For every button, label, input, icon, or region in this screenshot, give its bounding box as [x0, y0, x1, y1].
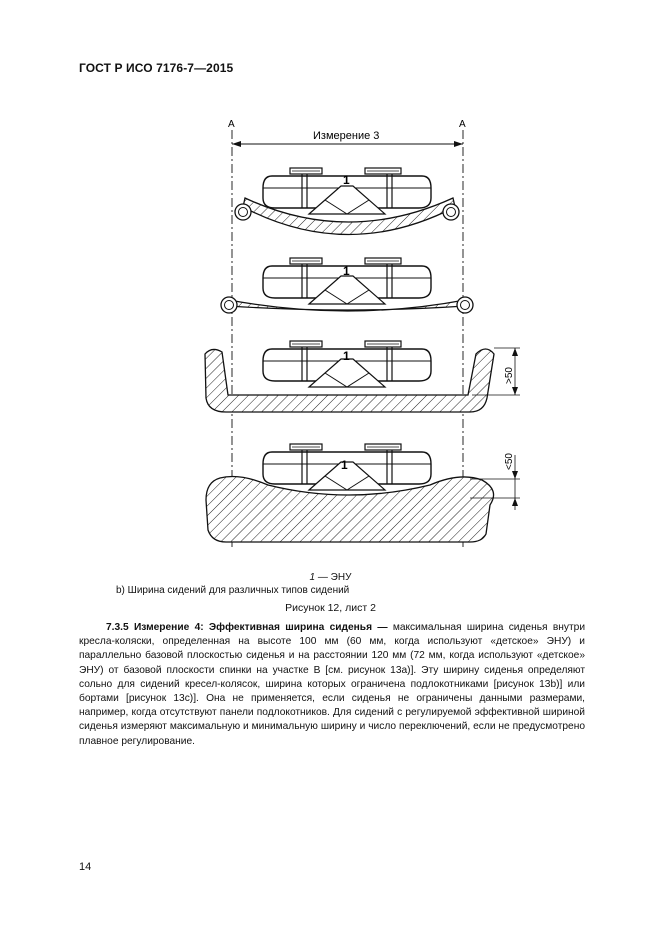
dimension-gt-50: >50 — [504, 367, 515, 384]
legend-text: — ЭНУ — [315, 572, 352, 583]
page-number: 14 — [79, 861, 92, 873]
item-label-2: 1 — [343, 264, 350, 278]
figure-legend — [0, 572, 661, 583]
subfigure-caption: b) Ширина сидений для различных типов сидений — [116, 585, 350, 596]
seat-variant-sling-flat — [221, 258, 473, 313]
paragraph — [79, 621, 585, 749]
section-7-3-5 — [79, 621, 585, 749]
legend-number: 1 — [309, 572, 316, 583]
seat-variant-tray-high — [205, 341, 520, 412]
section-mark-right: A — [459, 119, 466, 130]
item-label-3: 1 — [343, 349, 350, 363]
item-label-4: 1 — [341, 458, 348, 472]
item-label-1: 1 — [343, 173, 350, 187]
paragraph-text: максимальная ширина сиденья внутри кресла-коляски, определенная на высоте 100 мм (60 мм, когда используют «детское» ЭНУ) и параллельно базовой плоскостью сиденья и на расстоянии 120 мм (72 мм, когда используют «детское» ЭНУ) от базовой плоскости спинки на участке В [см. рисунок 13а)]. Эту ширину сиденья определяют сольно для сидений кресел-колясок, ширина которых ограничена подлокотниками [рисунок 13b)] или бортами [рисунок 13с)]. Она не применяется, если сиденья не ограничены данными размерами, например, когда отсутствуют панели подлокотников. Для сидений с регулируемой эффективной шириной сиденья измеряют максимальную и минимальную ширину и число переключений, если не предусмотрено плавное регулирование. — [79, 622, 586, 747]
dimension-lt-50: <50 — [504, 453, 515, 470]
paragraph-lead: 7.3.5 Измерение 4: Эффективная ширина сиденья — — [106, 622, 388, 633]
document-header: ГОСТ Р ИСО 7176-7—2015 — [79, 61, 234, 75]
seat-variant-cushion-low — [206, 444, 520, 542]
figure-title: Рисунок 12, лист 2 — [285, 602, 376, 614]
seat-variant-sling-curved — [235, 168, 459, 235]
section-mark-left: A — [228, 119, 235, 130]
dimension-label: Измерение 3 — [313, 130, 380, 142]
